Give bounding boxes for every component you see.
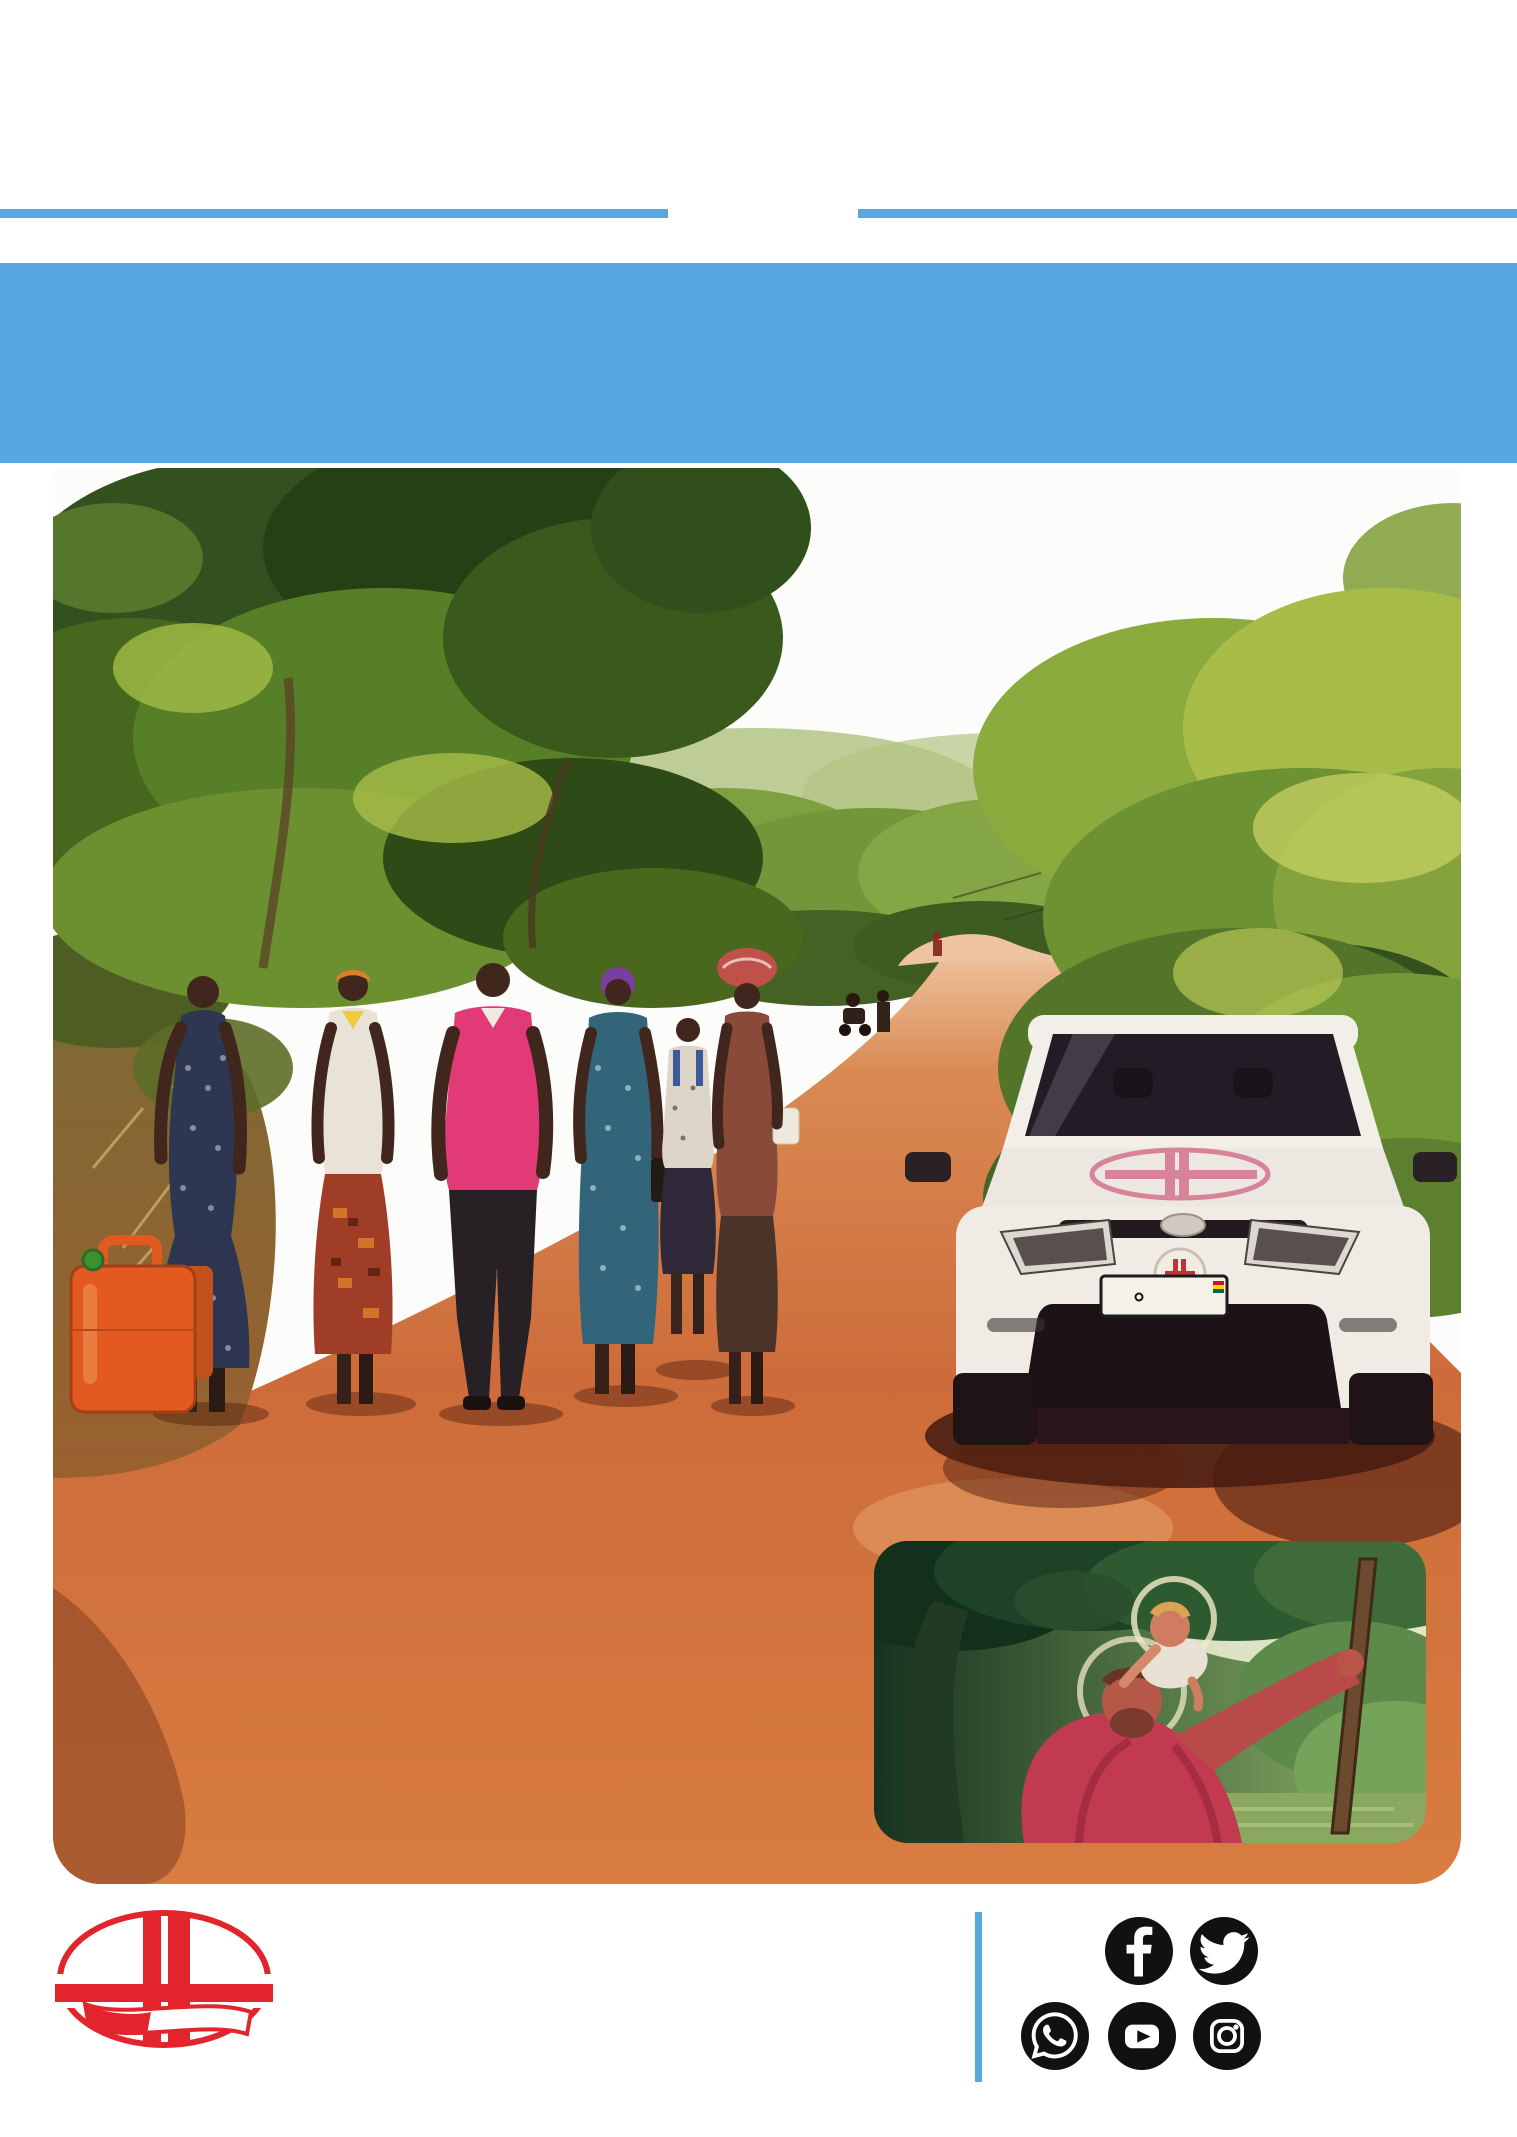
woman-headwrap <box>313 970 392 1404</box>
contact-line[interactable] <box>937 1971 948 2022</box>
slogan <box>801 482 849 748</box>
appeal-line <box>71 1788 857 1852</box>
st-christopher-painting <box>874 1541 1426 1843</box>
toyota-emblem-icon <box>1161 1214 1205 1236</box>
address-line <box>937 1920 948 1971</box>
whatsapp-icon[interactable] <box>1021 2002 1089 2070</box>
appeal-line <box>71 1660 857 1724</box>
page-title <box>0 48 1517 166</box>
youtube-icon[interactable] <box>1108 2002 1176 2070</box>
st-christopher-inset <box>874 1541 1426 1843</box>
slogan-line-2 <box>801 615 831 748</box>
license-plate <box>1101 1276 1227 1316</box>
miva-polska-logo <box>55 1908 273 2050</box>
footer-divider <box>975 1912 982 2082</box>
slogan-line-1 <box>801 482 831 615</box>
contact-block <box>937 1920 948 2132</box>
qr-code[interactable] <box>1303 1915 1463 2075</box>
lower-grille <box>1023 1304 1342 1426</box>
transfer-title-line <box>937 2081 948 2132</box>
facebook-icon[interactable] <box>1105 1917 1173 1985</box>
left-wheel <box>953 1373 1037 1445</box>
road-photo <box>53 468 1461 1884</box>
appeal-text <box>71 1596 857 1852</box>
left-mirror <box>905 1152 951 1182</box>
account-line <box>937 2030 948 2081</box>
hood-decal <box>1092 1150 1268 1198</box>
instagram-icon[interactable] <box>1193 2002 1261 2070</box>
left-tree-canopy <box>53 468 811 1008</box>
year-rule-left <box>0 209 668 218</box>
appeal-line <box>71 1596 857 1660</box>
year-rule-right <box>858 209 1517 218</box>
twitter-icon[interactable] <box>1190 1917 1258 1985</box>
appeal-line <box>71 1724 857 1788</box>
right-wheel <box>1349 1373 1433 1445</box>
right-mirror <box>1413 1152 1457 1182</box>
campaign-banner <box>0 263 1517 463</box>
